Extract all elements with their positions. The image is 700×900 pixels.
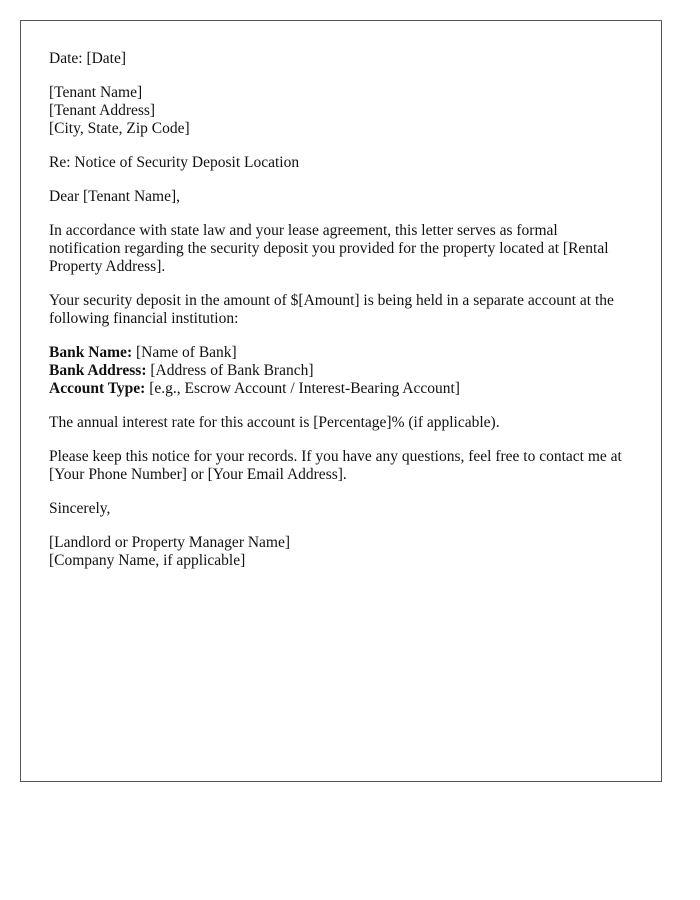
recipient-name: [Tenant Name] [49, 84, 143, 101]
bank-address-row [49, 362, 633, 380]
bank-name-value: [Name of Bank] [135, 344, 237, 361]
bank-address-label: Bank Address: [49, 362, 147, 379]
bank-details [49, 344, 633, 398]
deposit-paragraph: Your security deposit in the amount of $[Amount] is being held in a separate account at the following financial institution: [49, 292, 614, 327]
sign-off: Sincerely, [49, 500, 111, 517]
date-line: Date: [Date] [49, 50, 127, 67]
account-type-label: Account Type: [49, 380, 146, 397]
recipient-address: [Tenant Address] [49, 102, 156, 119]
subject-line: Re: Notice of Security Deposit Location [49, 154, 300, 171]
bank-address-value: [Address of Bank Branch] [150, 362, 314, 379]
signature-block [49, 534, 633, 570]
recipient-block [49, 84, 633, 138]
salutation: Dear [Tenant Name], [49, 188, 181, 205]
interest-paragraph: The annual interest rate for this account is [Percentage]% (if applicable). [49, 414, 500, 431]
bank-name-label: Bank Name: [49, 344, 133, 361]
intro-paragraph: In accordance with state law and your lease agreement, this letter serves as formal notification regarding the security deposit you provided for the property located at [Rental Property Address]. [49, 222, 609, 275]
signature-company: [Company Name, if applicable] [49, 552, 246, 569]
account-type-value: [e.g., Escrow Account / Interest-Bearing Account] [149, 380, 460, 397]
bank-name-row [49, 344, 633, 362]
account-type-row [49, 380, 633, 398]
signature-name: [Landlord or Property Manager Name] [49, 534, 291, 551]
letter-page [20, 20, 662, 782]
recipient-city-state-zip: [City, State, Zip Code] [49, 120, 190, 137]
closing-paragraph: Please keep this notice for your records. If you have any questions, feel free to contact me at [Your Phone Number] or [Your Email Address]. [49, 448, 622, 483]
